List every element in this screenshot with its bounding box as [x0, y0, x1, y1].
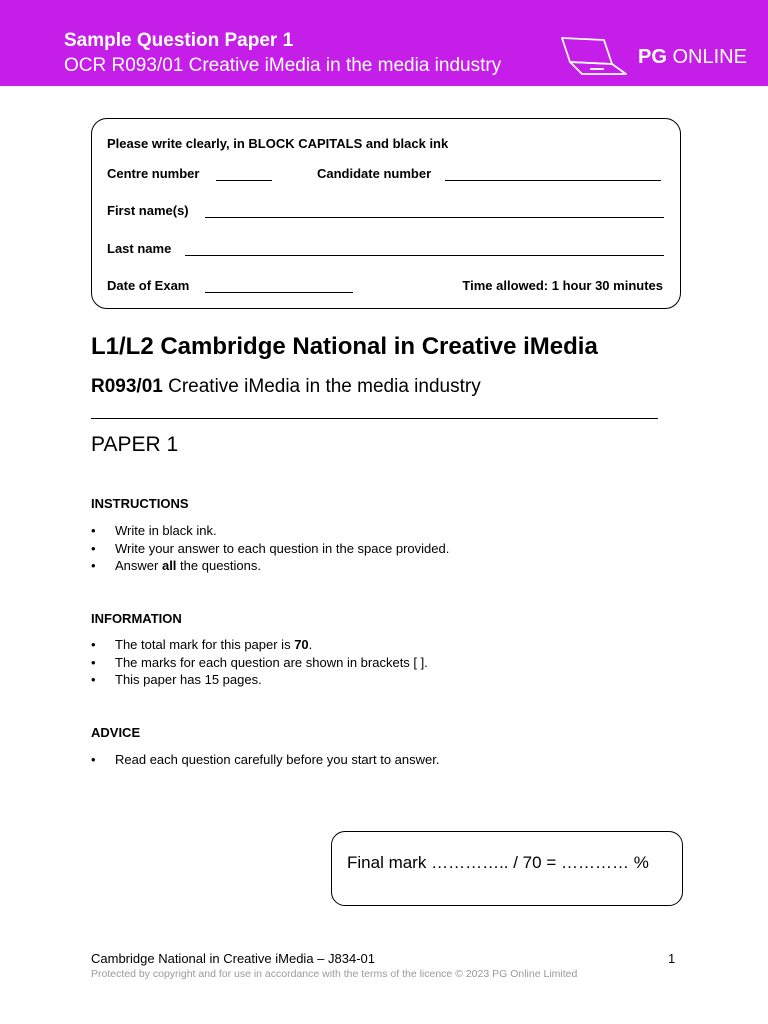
information-list [91, 636, 428, 689]
qualification-title: L1/L2 Cambridge National in Creative iMedia [91, 333, 598, 360]
logo-wordmark: PG ONLINE [638, 46, 747, 68]
candidate-details-box [91, 118, 681, 309]
time-allowed: Time allowed: 1 hour 30 minutes [462, 278, 663, 293]
advice-list [91, 751, 439, 769]
list-item: • This paper has 15 pages. [91, 672, 262, 687]
centre-number-label: Centre number [107, 166, 200, 181]
list-item: • The total mark for this paper is 70. [91, 637, 313, 652]
divider [91, 418, 658, 419]
unit-name: Creative iMedia in the media industry [162, 376, 481, 397]
header-banner [0, 0, 768, 86]
last-name-field[interactable] [185, 255, 664, 256]
copyright-notice: Protected by copyright and for use in accordance with the terms of the licence © 2023 PG Online Limited [91, 968, 578, 980]
unit-title [91, 376, 481, 398]
laptop-icon [560, 34, 630, 78]
candidate-number-field[interactable] [445, 180, 661, 181]
banner-title: Sample Question Paper 1 [64, 30, 294, 51]
instructions-list [91, 522, 449, 575]
unit-code: R093/01 [91, 376, 163, 397]
list-item: • The marks for each question are shown in brackets [ ]. [91, 654, 428, 670]
list-item: • Answer all the questions. [91, 558, 261, 573]
first-name-field[interactable] [205, 217, 664, 218]
advice-heading: ADVICE [91, 725, 141, 740]
first-name-label: First name(s) [107, 203, 189, 218]
date-of-exam-label: Date of Exam [107, 278, 190, 293]
block-capitals-instruction: Please write clearly, in BLOCK CAPITALS and black ink [107, 136, 449, 151]
information-heading: INFORMATION [91, 611, 182, 626]
centre-number-field[interactable] [216, 180, 272, 181]
pg-online-logo [560, 34, 750, 78]
last-name-label: Last name [107, 241, 172, 256]
paper-number: PAPER 1 [91, 433, 179, 456]
page-number: 1 [668, 951, 676, 966]
list-item: • Write in black ink. [91, 523, 217, 538]
candidate-number-label: Candidate number [317, 166, 432, 181]
list-item: • Write your answer to each question in the space provided. [91, 540, 450, 556]
list-item: • Read each question carefully before you start to answer. [91, 752, 440, 767]
date-of-exam-field[interactable] [205, 292, 353, 293]
footer-title: Cambridge National in Creative iMedia – J834-01 [91, 951, 375, 966]
banner-subtitle: OCR R093/01 Creative iMedia in the media industry [64, 55, 502, 76]
final-mark-box [331, 831, 683, 906]
final-mark-text: Final mark ………….. / 70 = ………… % [347, 853, 649, 872]
instructions-heading: INSTRUCTIONS [91, 496, 189, 511]
